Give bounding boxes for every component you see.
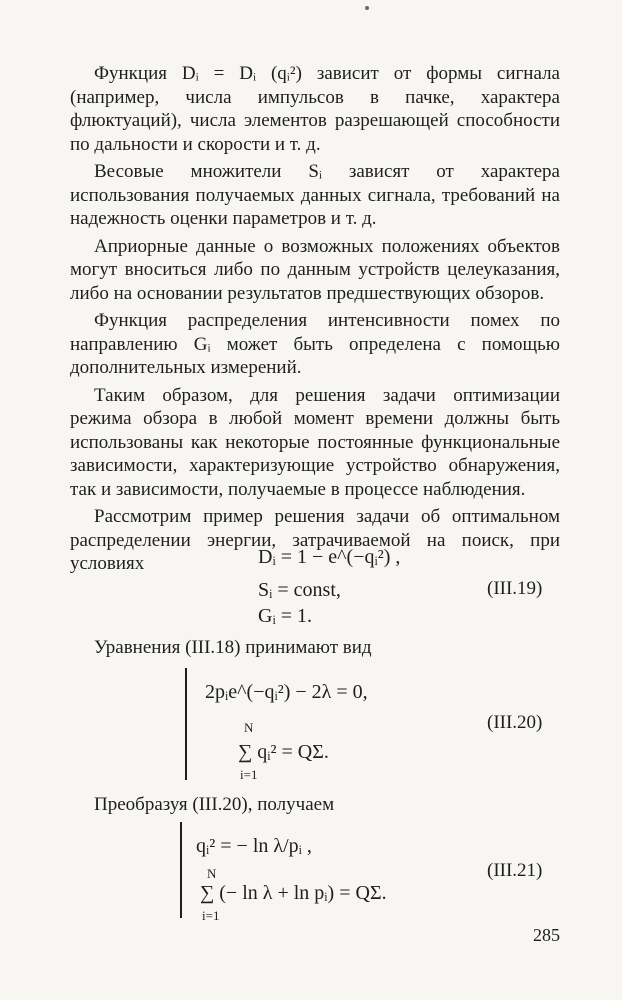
text-after-eq19 [70, 636, 560, 660]
page-number: 285 [533, 925, 560, 945]
eq21-line1: qᵢ² = − ln λ/pᵢ , [196, 835, 312, 857]
paragraph-3: Априорные данные о возможных положениях объектов могут вноситься либо по данным устройств целеуказания, либо на основании результатов предшествующих обзоров. [70, 235, 560, 304]
eq19-line1: Dᵢ = 1 − e^(−qᵢ²) , [258, 546, 401, 568]
eq20-number: (III.20) [487, 712, 543, 733]
eq21-brace [180, 822, 182, 918]
eq21-sum-top: N [207, 866, 217, 881]
paragraph-1: Функция Dᵢ = Dᵢ (qᵢ²) зависит от формы сигнала (например, числа импульсов в пачке, характера флюктуаций), числа элементов разрешающей способности по дальности и скорости и т. д. [70, 63, 560, 155]
eq19-line3: Gᵢ = 1. [258, 605, 312, 627]
text-after-eq19-line: Уравнения (III.18) принимают вид [94, 637, 372, 658]
paragraph-2: Весовые множители Sᵢ зависят от характера использования получаемых данных сигнала, требований на надежность оценки параметров и т. д. [70, 161, 560, 229]
eq20-sum-bottom: i=1 [240, 767, 258, 782]
eq20-sum-top: N [244, 720, 254, 735]
eq19-line2: Sᵢ = const, [258, 579, 341, 601]
body-text [70, 62, 560, 576]
eq21-number: (III.21) [487, 860, 543, 881]
paragraph-4: Функция распределения интенсивности помех по направлению Gᵢ может быть определена с помощью дополнительных измерений. [70, 310, 560, 378]
eq20-line1: 2pᵢe^(−qᵢ²) − 2λ = 0, [205, 681, 368, 703]
paragraph-5: Таким образом, для решения задачи оптимизации режима обзора в любой момент времени должны быть использованы как некоторые постоянные функциональные зависимости, характеризующие устройство обнаружения, так и зависимости, получаемые в процессе наблюдения. [70, 384, 560, 500]
eq21-line2: ∑ (− ln λ + ln pᵢ) = QΣ. [200, 882, 387, 904]
text-after-eq20 [70, 793, 560, 817]
eq19-number: (III.19) [487, 578, 543, 599]
text-after-eq20-line: Преобразуя (III.20), получаем [94, 794, 335, 815]
eq21-sum-bottom: i=1 [202, 908, 220, 923]
eq20-line2: ∑ qᵢ² = QΣ. [238, 741, 329, 763]
eq20-brace [185, 668, 187, 780]
print-speck [365, 6, 369, 10]
paragraph-6: Рассмотрим пример решения задачи об оптимальном распределении энергии, затрачиваемой на поиск, при условиях [70, 506, 560, 574]
